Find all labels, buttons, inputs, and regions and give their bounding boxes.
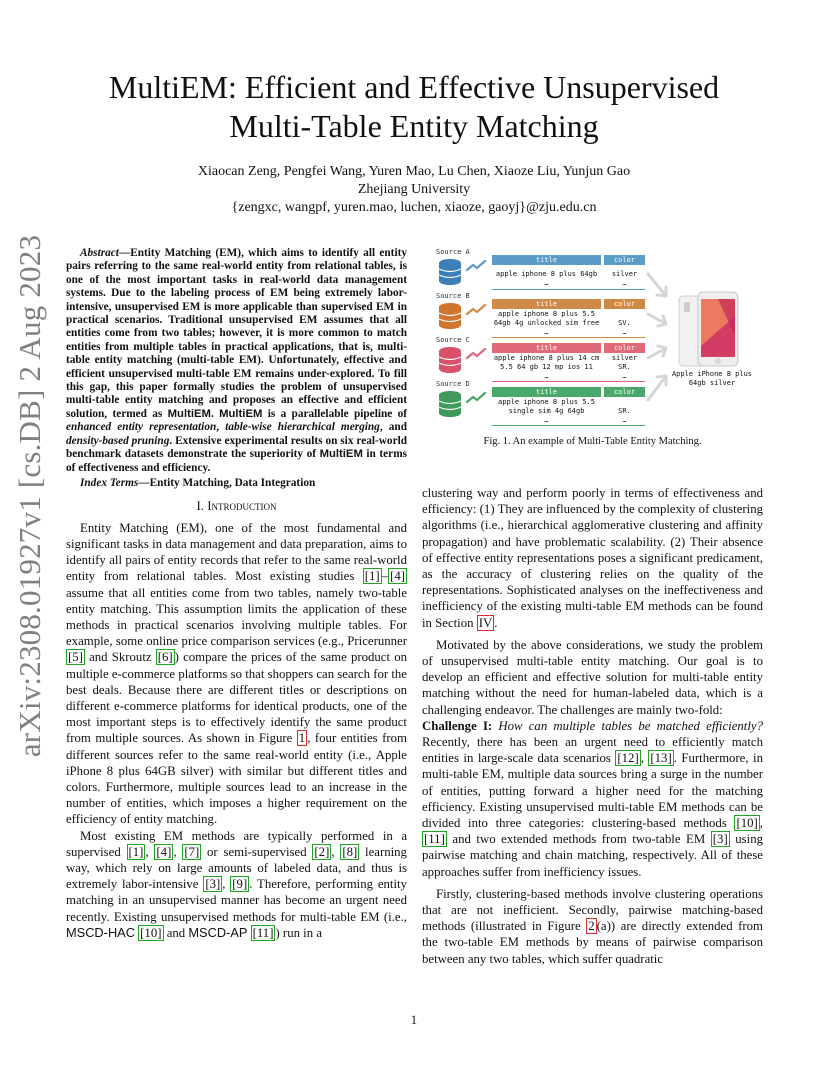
abstract-text-4: . Extensive experimental results on six real-world benchmark datasets demonstrate the superiority of <box>66 434 408 461</box>
cell-color: SV. <box>618 319 631 327</box>
database-icon-a <box>439 259 461 285</box>
intro-paragraph-1: Entity Matching (EM), one of the most fundamental and significant tasks in data management and data preparation, aims to identify all pairs of entity records that refer to the same real-world entity from relational tables. Most existing studies [1] – [4] assume that all entities come from two tables, namely two-table entity matching. This assumption limits the application of these methods in practical scenarios involving multiple tables. For example, some online price comparison services (e.g., Pricerunner [5] and Skroutz [6] ) compare the prices of the same product on multiple e-commerce platforms so that shoppers can search for the best deals. Because there are different titles or descriptions on different e-commerce platforms for identical products, one of the most important steps is to effectively identify the same product from multiple sources. As shown in Figure 1 , four entities from different sources refer to the same real-world entity (i.e., Apple iPhone 8 plus 64GB silver) with similar but different titles and colors. Furthermore, multiple sources lead to an increase in the number of entities, which imposes a higher requirement on the efficiency of entity matching. <box>66 520 408 827</box>
paragraph: Motivated by the above considerations, we study the problem of unsupervised multi-table entity matching. Our goal is to develop an efficient and effective solution for multi-table entity matching without the need for human-labeled data, which is a challenging endeavor. The challenges are mainly two-fold: <box>422 637 763 717</box>
citation-link[interactable]: [10] <box>140 925 162 940</box>
source-table-c: title color apple iphone 8 plus 14 cm silver 5.5 64 gb 12 mp ios 11 SR. … … <box>492 343 645 382</box>
abstract-text-5: in terms of effectiveness and efficiency. <box>66 448 407 474</box>
matched-entity-label: Apple iPhone 8 plus 64gb silver <box>671 370 753 387</box>
figure-link[interactable]: 2 <box>588 919 595 934</box>
intro-paragraph-2: Most existing EM methods are typically performed in a supervised [1] , [4] , [7] or semi-supervised [2] , [8] learning way, which rely on large amounts of labeled data, and thus is extremely labor-intensive [3] , [9] . Therefore, performing entity matching in an unsupervised manner has become an urgent need recently. Existing unsupervised methods for multi-table EM (i.e., MSCD-HAC [10] and MSCD-AP [11] ) run in a <box>66 828 407 940</box>
source-label: Source D <box>436 380 470 388</box>
paragraph: clustering way and perform poorly in terms of effectiveness and efficiency: (1) They are influenced by the complexity of clustering algorithms (i.e., hierarchical agglomerative clustering and affinity propagation) and have problematic scalability. (2) Their absence of effective entity representations poses a significant predicament, as the accuracy of clustering relies on the quality of the representations. Sophisticated analyses on the ineffectiveness and inefficiency of the existing multi-table EM methods can be found in Section IV . <box>422 486 764 630</box>
page-number: 1 <box>410 1013 418 1027</box>
abstract-emph-1: enhanced entity representation <box>66 421 217 434</box>
citation-link[interactable]: [10] <box>736 816 758 831</box>
database-icon-c <box>439 347 461 373</box>
citation-link[interactable]: [5] <box>68 650 83 665</box>
cell-color: SR. <box>618 407 631 415</box>
source-table-d: title color apple iphone 8 plus 5.5 single sim 4g 64gb SR. … … <box>492 387 645 426</box>
multiem-name: MultiEM <box>219 407 263 420</box>
citation-link[interactable]: [1] <box>364 569 380 584</box>
title-line-2: Multi-Table Entity Matching <box>229 108 599 144</box>
column-header-color: color <box>604 255 645 265</box>
abstract: Abstract—Entity Matching (EM), which aims to identify all entity pairs referring to the same real-world entity from relational tables, is one of the most important tasks in real-world data management systems. Due to the labeling process of EM being extremely labor-intensive, unsupervised EM is more applicable than supervised EM in practical scenarios. Traditional unsupervised EM assumes that all entities come from two tables; however, it is more common to match entities from multiple tables in practical applications, that is, multi-table entity matching (multi-table EM). Unfortunately, effective and efficient unsupervised multi-table EM remains under-explored. To fill this gap, this paper formally studies the problem of unsupervised multi-table entity matching and proposes an effective and efficient solution, termed as MultiEM. MultiEM is a parallelable pipeline of enhanced entity representation, table-wise hierarchical merging, and density-based pruning. Extensive experimental results on six real-world benchmark datasets demonstrate the superiority of MultiEM in terms of effectiveness and efficiency. Index Terms—Entity Matching, Data Integration I. Introduction Entity Matching (EM), one of the most fundamental and significant tasks in data management and data preparation, aims to identify all pairs of entity records that refer to the same real-world entity from relational tables. Most existing studies [1] – [4] assume that all entities come from two tables, namely two-table entity matching. This assumption limits the application of these methods in practical scenarios involving multiple tables. For example, some online price comparison services (e.g., Pricerunner [5] and Skroutz [6] ) compare the prices of the same product on multiple e-commerce platforms so that shoppers can search for the best deals. Because there are different titles or descriptions on different e-commerce platforms for identical products, one of the most important steps is to effectively identify the same product from multiple sources. As shown in Figure 1 , four entities from different sources refer to the same real-world entity (i.e., Apple iPhone 8 plus 64GB silver) with similar but different titles and colors. Furthermore, multiple sources lead to an increase in the number of entities, which imposes a higher requirement on the efficiency of entity matching. Most existing EM methods are typically performed in a supervised [1] , [4] , [7] or semi-supervised [2] , [8] learning way, which rely on large amounts of labeled data, and thus is extremely labor-intensive [3] , [9] . Therefore, performing entity matching in an unsupervised manner has become an urgent need recently. Existing unsupervised methods for multi-table EM (i.e., MSCD-HAC [10] and MSCD-AP [11] ) run in a <box>66 247 408 940</box>
abstract-emph-3: density-based pruning <box>66 434 170 447</box>
figure-caption: Fig. 1. An example of Multi-Table Entity Matching. <box>483 436 702 447</box>
citation-link[interactable]: [3] <box>712 832 728 847</box>
citation-link[interactable]: [3] <box>205 877 221 892</box>
source-label: Source C <box>436 336 470 344</box>
cell-color: SR. <box>618 363 631 371</box>
column-header-title: title <box>492 299 601 309</box>
cell-title: apple iphone 8 plus 5.5 <box>498 310 595 318</box>
paragraph: Firstly, clustering-based methods involve clustering operations that are not inefficient. Secondly, pairwise matching-based methods (illustrated in Figure 2 (a)) are directly extended from the two-table EM methods by means of pairwise comparison between any two tables, which suffer quadratic <box>422 886 763 966</box>
arxiv-side-stamp: arXiv:2308.01927v1 [cs.DB] 2 Aug 2023 <box>12 234 47 758</box>
citation-link[interactable]: [7] <box>184 844 200 859</box>
citation-link[interactable]: [12] <box>617 751 639 766</box>
cell-title: single sim 4g 64gb <box>508 407 585 415</box>
section-heading: I. Introduction <box>196 499 277 514</box>
citation-link[interactable]: [4] <box>390 569 405 584</box>
citation-link[interactable]: [8] <box>342 844 358 859</box>
multiem-name: MultiEM <box>319 448 363 461</box>
multiem-name: MultiEM <box>167 407 211 420</box>
cell-title: apple iphone 8 plus 14 cm <box>493 354 600 362</box>
iphone-image <box>679 292 738 366</box>
column-header-color: color <box>604 387 645 397</box>
abstract-text-1: —Entity Matching (EM), which aims to identify all entity pairs referring to the same real-world entity from relational tables, is one of the most important tasks in real-world data management systems. Due to the labeling process of EM being extremely labor-intensive, unsupervised EM is more applicable than supervised EM in practical scenarios. Traditional unsupervised EM assumes that all entities come from two tables; however, it is more common to match entities from multiple tables in practical applications, that is, multi-table entity matching (multi-table EM). Unfortunately, effective and efficient unsupervised multi-table EM remains under-explored. To fill this gap, this paper formally studies the problem of unsupervised multi-table entity matching and proposes an effective and efficient solution, termed as <box>66 247 407 420</box>
abstract-text-3: is a parallelable pipeline of <box>262 407 407 420</box>
column-header-title: title <box>492 387 601 397</box>
authors: Xiaocan Zeng, Pengfei Wang, Yuren Mao, Lu Chen, Xiaoze Liu, Yunjun Gao <box>197 164 631 179</box>
title-line-1: MultiEM: Efficient and Effective Unsupervised <box>108 69 720 105</box>
column-header-color: color <box>604 299 645 309</box>
figure-1 <box>430 246 786 426</box>
right-column <box>422 485 763 967</box>
citation-link[interactable]: [1] <box>128 844 144 859</box>
cell-title: apple iphone 8 plus 5.5 <box>498 398 595 406</box>
citation-link[interactable]: [11] <box>252 925 274 940</box>
source-table-a: title color apple iphone 8 plus 64gb silver … … <box>492 255 645 290</box>
cell-color: silver <box>611 270 638 278</box>
abstract-emph-2: table-wise hierarchical merging <box>225 421 380 434</box>
abstract-label: Abstract <box>80 247 119 259</box>
affiliation: Zhejiang University <box>357 182 471 197</box>
cell-title: 64gb 4g unlocked sim free <box>493 319 600 327</box>
column-header-title: title <box>492 343 601 353</box>
database-icon-d <box>439 391 461 417</box>
emails: {zengxc, wangpf, yuren.mao, luchen, xiaoze, gaoyj}@zju.edu.cn <box>231 200 597 215</box>
paper-title <box>60 68 768 146</box>
paragraph: Challenge I: How can multiple tables be matched efficiently? Recently, there has been an urgent need to efficiently match entities in large-scale data scenarios [12] , [13] . Furthermore, in multi-table EM, multiple data sources bring a surge in the number of entities, putting forward a higher need for the matching efficiency. Existing unsupervised multi-table EM methods can be divided into three categories: clustering-based methods [10] , [11] and two extended methods from two-table EM [3] using pairwise matching and chain matching, respectively. All of these approaches suffer from inefficiency issues. <box>422 718 763 879</box>
citation-link[interactable]: [2] <box>314 844 330 859</box>
citation-link[interactable]: [13] <box>650 751 672 766</box>
index-terms: —Entity Matching, Data Integration <box>138 476 316 489</box>
figure-link[interactable]: 1 <box>298 731 306 746</box>
column-header-color: color <box>604 343 645 353</box>
citation-link[interactable]: [9] <box>232 877 248 892</box>
cell-title: apple iphone 8 plus 64gb <box>495 270 598 278</box>
cell-color: silver <box>611 354 638 362</box>
citation-link[interactable]: [6] <box>157 650 173 665</box>
database-icon-b <box>439 303 461 329</box>
citation-link[interactable]: [4] <box>156 844 172 859</box>
method-name: MSCD-HAC <box>66 924 135 940</box>
source-table-b: title color apple iphone 8 plus 5.5 64gb 4g unlocked sim free SV. … … <box>492 299 645 338</box>
challenge-label: Challenge I: <box>422 718 493 733</box>
index-terms-label: Index Terms <box>80 476 139 489</box>
section-link[interactable]: IV <box>478 615 493 630</box>
method-name: MSCD-AP <box>188 924 248 940</box>
abstract-text-2: . <box>210 407 220 420</box>
source-label: Source A <box>436 248 470 256</box>
cell-title: 5.5 64 gb 12 mp ios 11 <box>500 363 593 371</box>
column-header-title: title <box>492 255 601 265</box>
source-label: Source B <box>436 292 470 300</box>
challenge-question: How can multiple tables be matched efficiently? <box>492 718 763 733</box>
citation-link[interactable]: [11] <box>424 832 445 847</box>
